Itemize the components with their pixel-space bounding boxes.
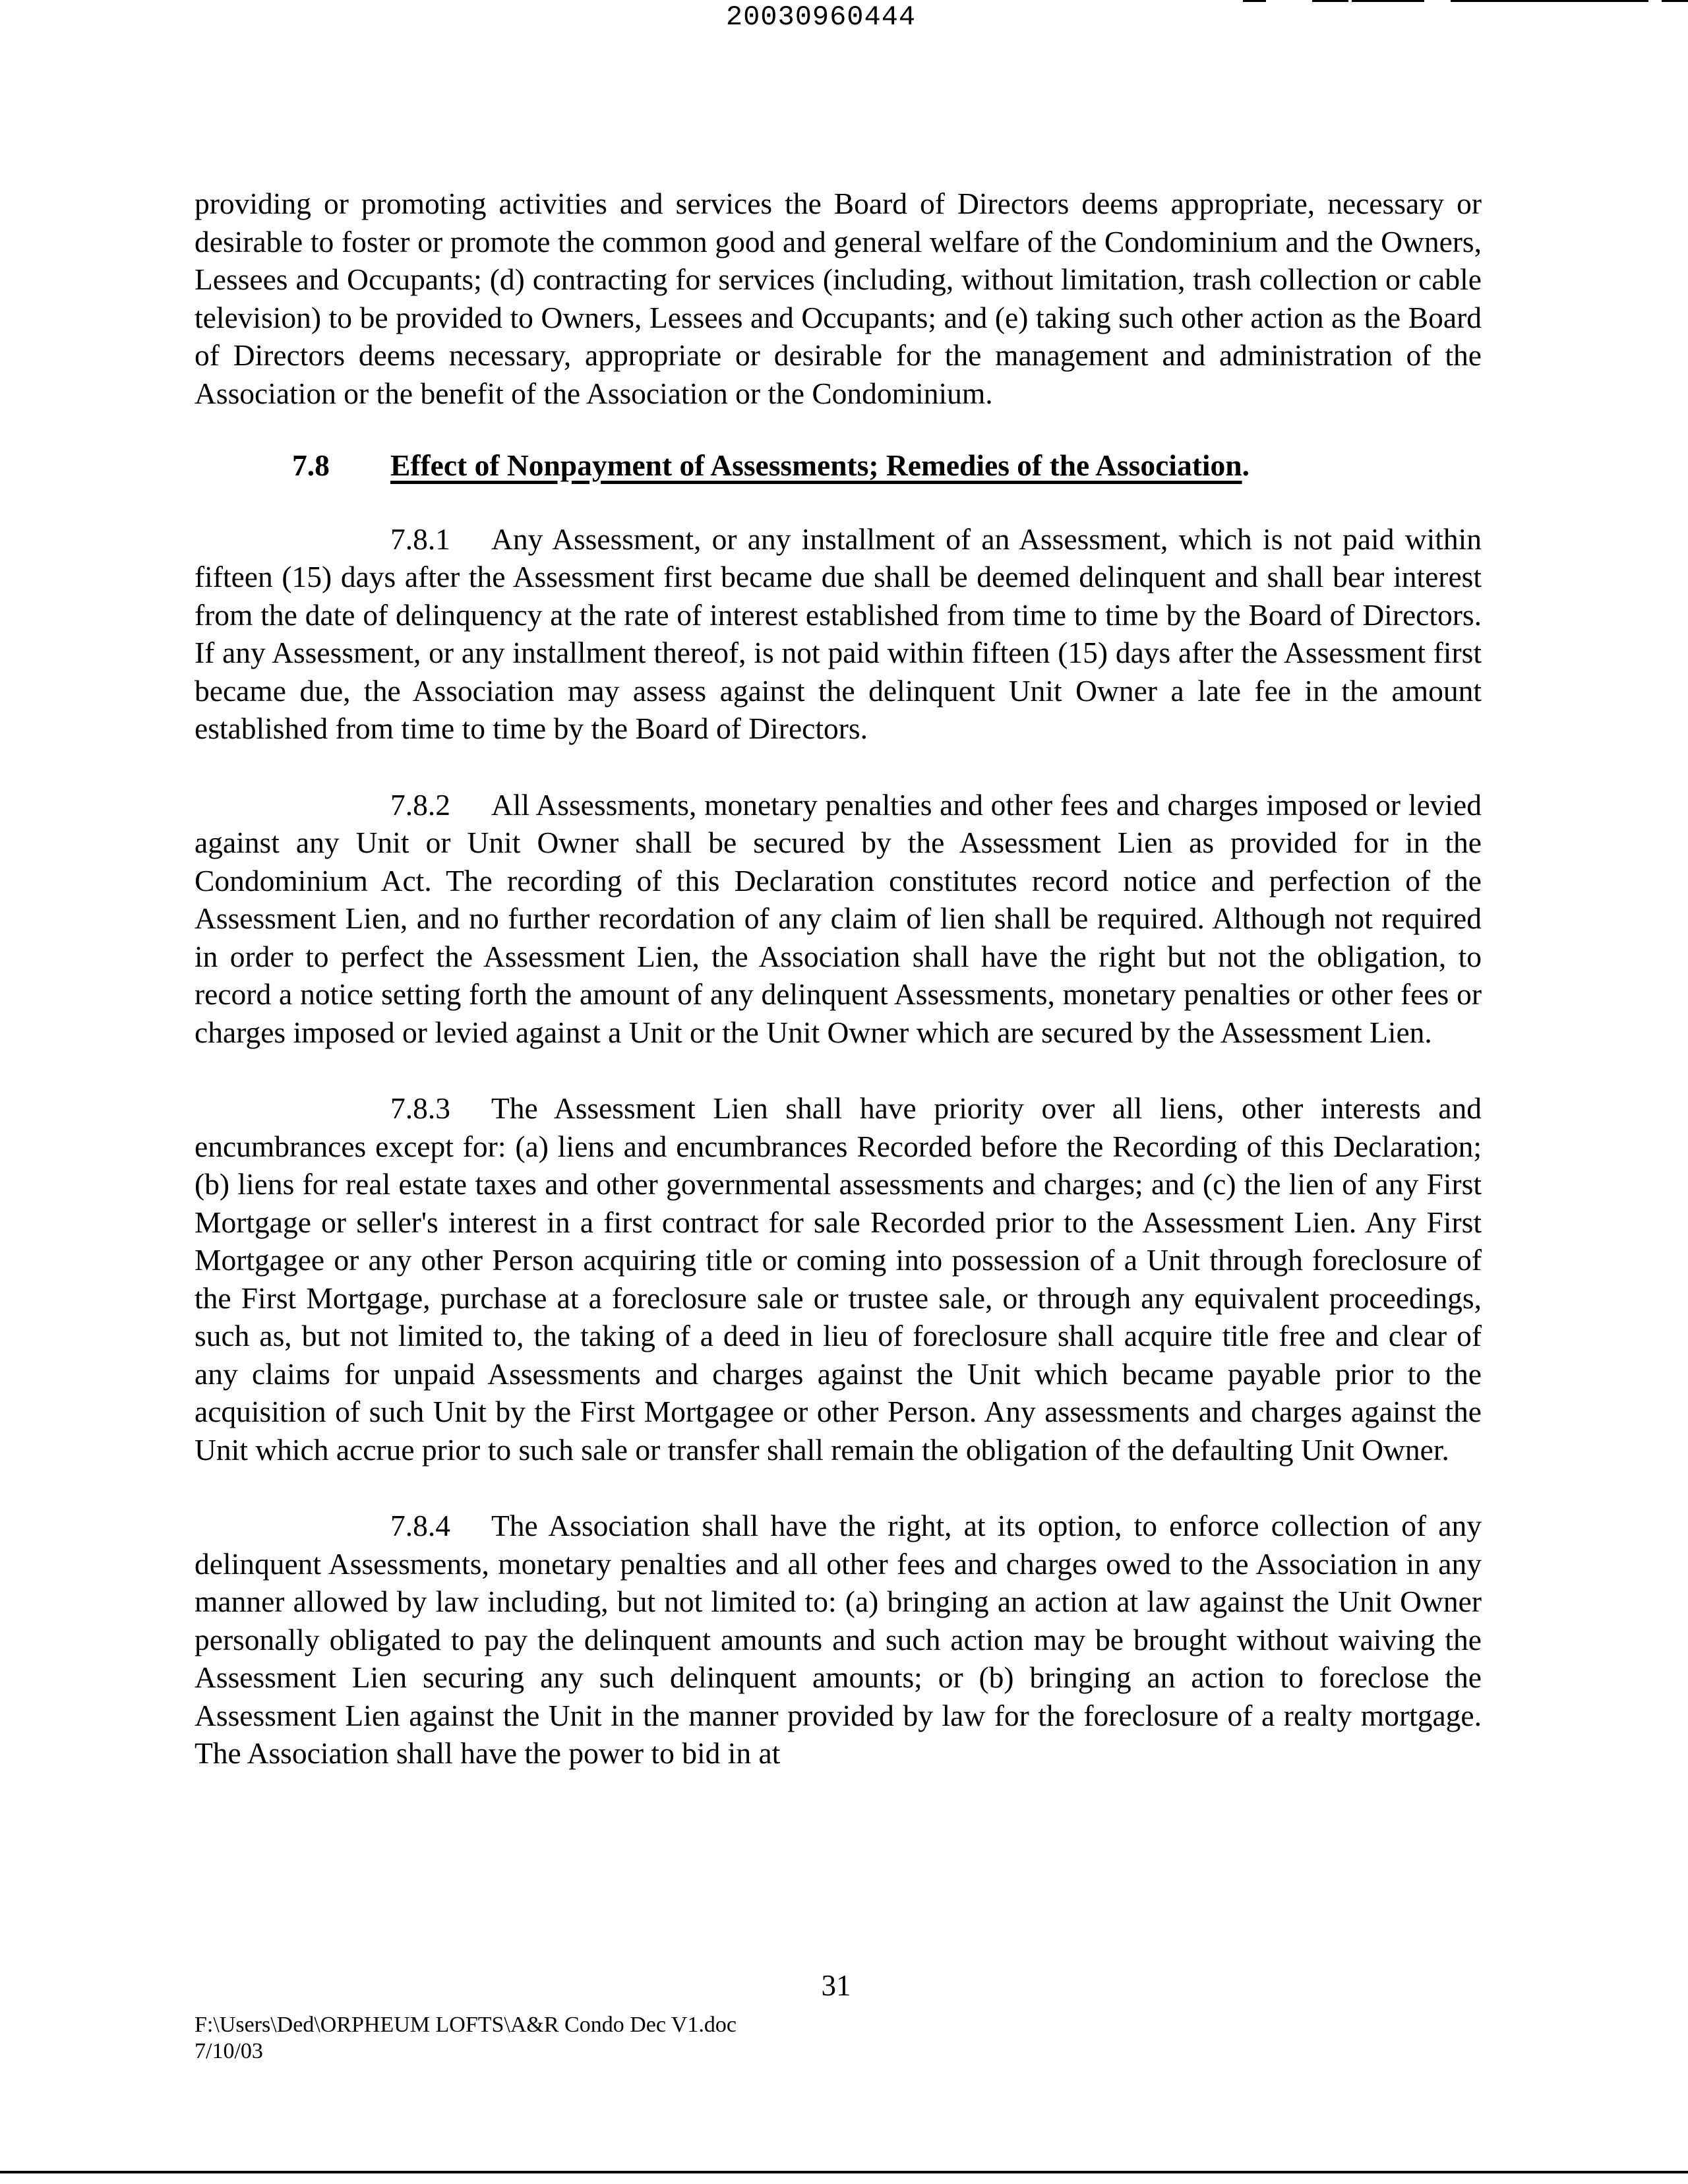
footer-file-path: F:\Users\Ded\ORPHEUM LOFTS\A&R Condo Dec V1.doc bbox=[195, 2013, 737, 2037]
section-title-period: . bbox=[1242, 448, 1250, 482]
document-page bbox=[195, 185, 1482, 1811]
page-number: 31 bbox=[821, 1969, 851, 2002]
subsection-number: 7.8.4 bbox=[390, 1509, 450, 1542]
subsection-text: Any Assessment, or any installment of an Assessment, which is not paid within fifteen (15) days after the Assessment first became due shall be deemed delinquent and shall bear interest from the date of delinquency at the rate of interest established from time to time by the Board of Directors. If any Assessment, or any installment thereof, is not paid within fifteen (15) days after the Assessment first became due, the Association may assess against the delinquent Unit Owner a late fee in the amount established from time to time by the Board of Directors. bbox=[195, 522, 1482, 745]
subsection-number: 7.8.3 bbox=[390, 1091, 450, 1125]
subsection-text: The Assessment Lien shall have priority over all liens, other interests and encumbrances except for: (a) liens and encumbrances Recorded before the Recording of this Declaration; (b) liens for real estate taxes and other governmental assessments and charges; and (c) the lien of any First Mortgage or seller's interest in a first contract for sale Recorded prior to the Assessment Lien. Any First Mortgagee or any other Person acquiring title or coming into possession of a Unit through foreclosure of the First Mortgage, purchase at a foreclosure sale or trustee sale, or through any equivalent proceedings, such as, but not limited to, the taking of a deed in lieu of foreclosure shall acquire title free and clear of any claims for unpaid Assessments and charges against the Unit which became payable prior to the acquisition of such Unit by the First Mortgagee or other Person. Any assessments and charges against the Unit which accrue prior to such sale or transfer shall remain the obligation of the defaulting Unit Owner. bbox=[195, 1091, 1482, 1467]
subsection-7-8-3 bbox=[195, 1089, 1482, 1469]
intro-paragraph: providing or promoting activities and services the Board of Directors deems appropriate, necessary or desirable to foster or promote the common good and general welfare of the Condominium and the Owners, Lessees and Occupants; (d) contracting for services (including, without limitation, trash collection or cable television) to be provided to Owners, Lessees and Occupants; and (e) taking such other action as the Board of Directors deems necessary, appropriate or desirable for the management and administration of the Association or the benefit of the Association or the Condominium. bbox=[195, 187, 1482, 410]
subsection-7-8-1 bbox=[195, 520, 1482, 748]
section-heading bbox=[195, 446, 1482, 485]
bottom-scan-border bbox=[0, 2171, 1688, 2173]
document-recording-number: 20030960444 bbox=[725, 1, 917, 33]
footer-date: 7/10/03 bbox=[195, 2039, 263, 2063]
subsection-text: The Association shall have the right, at its option, to enforce collection of any delinquent Assessments, monetary penalties and all other fees and charges owed to the Association in any manner allowed by law including, but not limited to: (a) bringing an action at law against the Unit Owner personally obligated to pay the delinquent amounts and such action may be brought without waiving the Assessment Lien securing any such delinquent amounts; or (b) bringing an action to foreclose the Assessment Lien against the Unit in the manner provided by law for the foreclosure of a realty mortgage. The Association shall have the power to bid in at bbox=[195, 1509, 1482, 1770]
subsection-7-8-2 bbox=[195, 786, 1482, 1052]
section-title: Effect of Nonpayment of Assessments; Remedies of the Association bbox=[390, 448, 1242, 482]
subsection-text: All Assessments, monetary penalties and other fees and charges imposed or levied against any Unit or Unit Owner shall be secured by the Assessment Lien as provided for in the Condominium Act. The recording of this Declaration constitutes record notice and perfection of the Assessment Lien, and no further recordation of any claim of lien shall be required. Although not required in order to perfect the Assessment Lien, the Association shall have the right but not the obligation, to record a notice setting forth the amount of any delinquent Assessments, monetary penalties or other fees or charges imposed or levied against a Unit or the Unit Owner which are secured by the Assessment Lien. bbox=[195, 787, 1482, 1049]
section-title-wrapper bbox=[390, 446, 1250, 485]
section-number: 7.8 bbox=[292, 448, 330, 482]
subsection-number: 7.8.1 bbox=[390, 522, 450, 556]
subsection-number: 7.8.2 bbox=[390, 787, 450, 822]
subsection-7-8-4 bbox=[195, 1507, 1482, 1773]
